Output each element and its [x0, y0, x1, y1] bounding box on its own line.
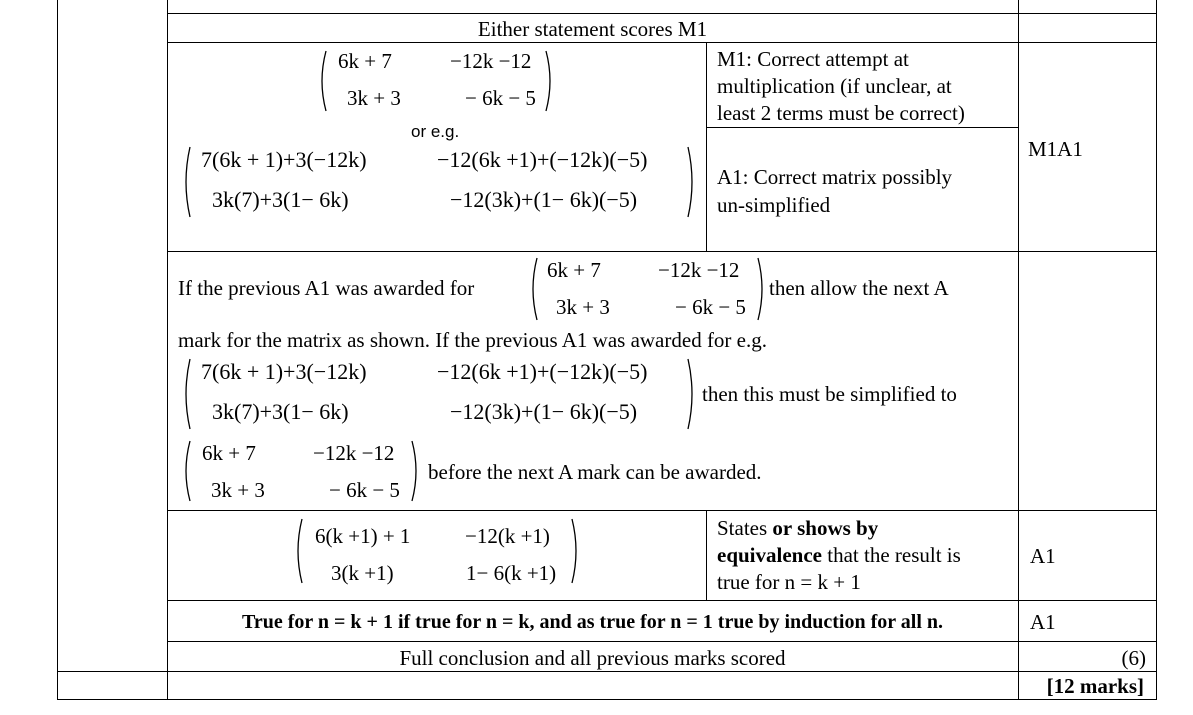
grid-line — [167, 0, 168, 700]
note-text: States — [717, 516, 773, 540]
matrix-cell: 6k + 7 — [202, 441, 256, 465]
guidance-line1-after: then allow the next A — [769, 276, 949, 300]
matrix-bracket-right — [544, 50, 556, 112]
note-line: M1: Correct attempt at — [717, 47, 909, 71]
matrix-cell: −12(6k +1)+(−12k)(−5) — [437, 147, 648, 172]
matrix-cell: −12k −12 — [658, 258, 740, 282]
matrix-cell: 6k + 7 — [547, 258, 601, 282]
matrix-cell: 7(6k + 1)+3(−12k) — [201, 147, 367, 172]
marks-a1-result: A1 — [1030, 544, 1056, 568]
matrix-bracket-left — [180, 146, 192, 218]
note-line: A1: Correct matrix possibly — [717, 165, 953, 189]
note-text: that the result is — [822, 543, 961, 567]
note-line — [717, 516, 878, 540]
matrix-cell: 3(k +1) — [331, 561, 394, 585]
matrix-bracket-right — [756, 257, 768, 321]
matrix-cell: − 6k − 5 — [465, 86, 536, 110]
matrix-cell: 3k(7)+3(1− 6k) — [212, 399, 349, 424]
note-line — [717, 543, 961, 567]
note-line: multiplication (if unclear, at — [717, 74, 952, 98]
matrix-cell: 3k(7)+3(1− 6k) — [212, 187, 349, 212]
grid-line — [57, 0, 58, 700]
note-text-bold: equivalence — [717, 543, 822, 567]
guidance-line3-after: then this must be simplified to — [702, 382, 957, 406]
guidance-line1-before: If the previous A1 was awarded for — [178, 276, 475, 300]
or-eg-label: or e.g. — [411, 122, 460, 141]
guidance-line4-after: before the next A mark can be awarded. — [428, 460, 762, 484]
matrix-cell: − 6k − 5 — [675, 295, 746, 319]
note-line: true for n = k + 1 — [717, 570, 861, 594]
matrix-cell: 6(k +1) + 1 — [315, 524, 411, 548]
matrix-cell: −12(6k +1)+(−12k)(−5) — [437, 359, 648, 384]
matrix-cell: 3k + 3 — [347, 86, 401, 110]
grid-line — [57, 671, 1156, 672]
matrix-cell: −12k −12 — [313, 441, 395, 465]
matrix-cell: 7(6k + 1)+3(−12k) — [201, 359, 367, 384]
grid-line — [167, 13, 1156, 14]
grid-line — [1018, 0, 1019, 700]
matrix-bracket-right — [570, 518, 582, 584]
grid-line — [57, 699, 1156, 700]
matrix-cell: 3k + 3 — [556, 295, 610, 319]
matrix-bracket-left — [292, 518, 304, 584]
note-text-bold: or shows by — [772, 516, 879, 540]
matrix-cell: − 6k − 5 — [329, 478, 400, 502]
marks-a1-induction: A1 — [1030, 610, 1056, 634]
matrix-cell: −12k −12 — [450, 49, 532, 73]
grid-line — [706, 127, 1018, 128]
grid-line — [167, 600, 1156, 601]
marks-subtotal: (6) — [1121, 646, 1146, 670]
matrix-bracket-left — [180, 358, 192, 430]
induction-statement: True for n = k + 1 if true for n = k, and as true for n = 1 true by induction for all n. — [242, 611, 943, 633]
matrix-bracket-right — [410, 440, 422, 502]
matrix-cell: −12(k +1) — [465, 524, 550, 548]
matrix-cell: −12(3k)+(1− 6k)(−5) — [450, 399, 638, 424]
grid-line — [167, 42, 1156, 43]
grid-line — [167, 510, 1156, 511]
matrix-bracket-left — [316, 50, 328, 112]
matrix-bracket-right — [686, 146, 698, 218]
header-text: Either statement scores M1 — [477, 17, 708, 41]
matrix-bracket-left — [180, 440, 192, 502]
matrix-cell: −12(3k)+(1− 6k)(−5) — [450, 187, 638, 212]
matrix-bracket-left — [527, 257, 539, 321]
conclusion-text: Full conclusion and all previous marks scored — [399, 646, 786, 670]
guidance-line2: mark for the matrix as shown. If the previous A1 was awarded for e.g. — [178, 328, 767, 352]
matrix-bracket-right — [686, 358, 698, 430]
note-line: least 2 terms must be correct) — [717, 101, 965, 125]
grid-line — [706, 510, 707, 600]
marks-total: [12 marks] — [1046, 674, 1144, 698]
grid-line — [167, 641, 1156, 642]
note-line: un-simplified — [717, 193, 831, 217]
grid-line — [706, 42, 707, 251]
grid-line — [1156, 0, 1157, 700]
grid-line — [167, 251, 1156, 252]
matrix-cell: 3k + 3 — [211, 478, 265, 502]
matrix-cell: 1− 6(k +1) — [466, 561, 557, 585]
marks-m1a1: M1A1 — [1028, 137, 1083, 161]
matrix-cell: 6k + 7 — [338, 49, 392, 73]
